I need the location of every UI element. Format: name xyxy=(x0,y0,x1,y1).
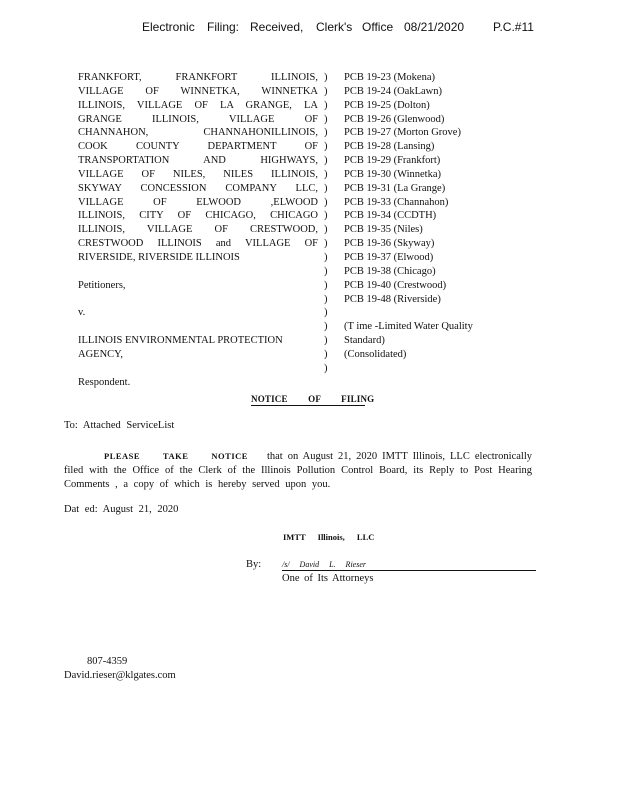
caption-paren: ) xyxy=(324,321,328,333)
caption-party-line: VILLAGE OF NILES, NILES ILLINOIS, xyxy=(78,168,318,180)
caption-paren: ) xyxy=(324,293,328,305)
caption-party-line: VILLAGE OF WINNETKA, WINNETKA xyxy=(78,85,318,97)
caption-case-line: PCB 19-38 (Chicago) xyxy=(344,265,436,277)
header-filing: Filing: xyxy=(207,20,240,34)
caption-case-line: PCB 19-37 (Elwood) xyxy=(344,251,434,263)
caption-paren: ) xyxy=(324,155,328,167)
caption-case-line: PCB 19-29 (Frankfort) xyxy=(344,155,441,167)
by-label: By: xyxy=(246,559,262,570)
caption-case-line xyxy=(344,306,504,320)
caption-paren: ) xyxy=(324,210,328,222)
notice-lead: PLEASE TAKE NOTICE xyxy=(104,451,248,461)
caption-parties xyxy=(78,71,318,389)
caption-case-line: PCB 19-23 (Mokena) xyxy=(344,72,435,83)
caption-case-line: PCB 19-36 (Skyway) xyxy=(344,238,435,250)
caption-case-line: PCB 19-34 (CCDTH) xyxy=(344,210,437,222)
caption-party-line: GRANGE ILLINOIS, VILLAGE OF xyxy=(78,113,318,125)
header-pc-number: P.C.#11 xyxy=(493,20,534,34)
notice-line-1: that on August 21, 2020 IMTT Illinois, LLC electronically xyxy=(266,451,532,462)
caption-case-line: PCB 19-35 (Niles) xyxy=(344,224,423,236)
caption-party-line: ILLINOIS, VILLAGE OF CRESTWOOD, xyxy=(78,224,318,236)
caption-paren: ) xyxy=(324,141,328,153)
caption-party-line: ILLINOIS ENVIRONMENTAL PROTECTION xyxy=(78,335,283,347)
header-clerks: Clerk's xyxy=(316,20,353,34)
caption-case-line: PCB 19-31 (La Grange) xyxy=(344,182,446,194)
dated-line: Dat ed: August 21, 2020 xyxy=(64,504,179,515)
notice-of-filing-title: NOTICE OF FILING xyxy=(251,394,375,404)
caption-paren: ) xyxy=(324,168,328,180)
caption-party-line: COOK COUNTY DEPARTMENT OF xyxy=(78,141,318,153)
notice-line-2: filed with the Office of the Clerk of the Illinois Pollution Control Board, its Reply to Post Hearing xyxy=(64,464,532,476)
caption-case-line: PCB 19-25 (Dolton) xyxy=(344,99,430,111)
caption-case-numbers xyxy=(344,71,504,362)
caption-paren: ) xyxy=(324,238,328,250)
caption-party-line: TRANSPORTATION AND HIGHWAYS, xyxy=(78,155,318,167)
caption-party-line: CHANNAHON, CHANNAHONILLINOIS, xyxy=(78,127,318,139)
caption-paren: ) xyxy=(324,362,328,374)
caption-case-line: (Consolidated) xyxy=(344,348,407,360)
caption-paren: ) xyxy=(324,72,328,83)
caption-paren: ) xyxy=(324,251,328,263)
caption-paren: ) xyxy=(324,182,328,194)
notice-body-line xyxy=(64,449,532,464)
caption-paren: ) xyxy=(324,196,328,208)
caption-party-line: v. xyxy=(78,307,86,319)
caption-case-line: Standard) xyxy=(344,335,385,347)
caption-party-line: FRANKFORT, FRANKFORT ILLINOIS, xyxy=(78,72,318,83)
caption-paren: ) xyxy=(324,99,328,111)
electronic-filing-header xyxy=(0,20,618,36)
caption-party-line: CRESTWOOD ILLINOIS and VILLAGE OF xyxy=(78,238,318,250)
caption-party-line: VILLAGE OF ELWOOD ,ELWOOD xyxy=(78,196,318,208)
phone-number: 807-4359 xyxy=(87,656,128,667)
caption-party-line xyxy=(78,265,318,279)
header-electronic: Electronic xyxy=(142,20,195,34)
caption-party-line xyxy=(78,293,318,307)
caption-case-line: PCB 19-27 (Morton Grove) xyxy=(344,127,461,139)
caption-party-line xyxy=(78,362,318,376)
caption-case-line: PCB 19-24 (OakLawn) xyxy=(344,85,442,97)
caption-paren: ) xyxy=(324,113,328,125)
header-date: 08/21/2020 xyxy=(404,20,465,34)
caption-case-line: PCB 19-30 (Winnetka) xyxy=(344,168,441,180)
caption-paren: ) xyxy=(324,224,328,236)
notice-line-3: Comments , a copy of which is hereby served upon you. xyxy=(64,479,331,490)
caption-paren: ) xyxy=(324,127,328,139)
caption-case-line: PCB 19-26 (Glenwood) xyxy=(344,113,445,125)
caption-party-line: AGENCY, xyxy=(78,348,124,360)
caption-paren: ) xyxy=(324,335,328,347)
caption-case-line: PCB 19-28 (Lansing) xyxy=(344,141,435,153)
caption-party-line: Respondent. xyxy=(78,376,131,388)
caption-party-line: Petitioners, xyxy=(78,279,126,291)
caption-paren: ) xyxy=(324,307,328,319)
caption-party-line: ILLINOIS, CITY OF CHICAGO, CHICAGO xyxy=(78,210,318,222)
caption-party-line xyxy=(78,320,318,334)
caption-case-line: PCB 19-33 (Channahon) xyxy=(344,196,449,208)
signature-subtitle: One of Its Attorneys xyxy=(282,573,374,584)
caption-case-line: (T ime -Limited Water Quality xyxy=(344,321,473,333)
signature-line: /s/ David L. Rieser xyxy=(282,560,536,571)
caption-paren: ) xyxy=(324,348,328,360)
caption-paren: ) xyxy=(324,279,328,291)
caption-case-line: PCB 19-40 (Crestwood) xyxy=(344,279,447,291)
caption-case-line: PCB 19-48 (Riverside) xyxy=(344,293,441,305)
caption-paren: ) xyxy=(324,265,328,277)
caption-party-line: RIVERSIDE, RIVERSIDE ILLINOIS xyxy=(78,251,240,263)
header-office: Office xyxy=(362,20,394,34)
firm-name: IMTT Illinois, LLC xyxy=(283,532,375,542)
caption-party-line: ILLINOIS, VILLAGE OF LA GRANGE, LA xyxy=(78,99,318,111)
header-received: Received, xyxy=(250,20,304,34)
caption-party-line: SKYWAY CONCESSION COMPANY LLC, xyxy=(78,182,318,194)
caption-parentheses xyxy=(324,71,334,376)
caption-paren: ) xyxy=(324,85,328,97)
notice-body xyxy=(64,449,532,493)
email-address: David.rieser@klgates.com xyxy=(64,670,176,681)
to-service-list: To: Attached ServiceList xyxy=(64,420,175,431)
